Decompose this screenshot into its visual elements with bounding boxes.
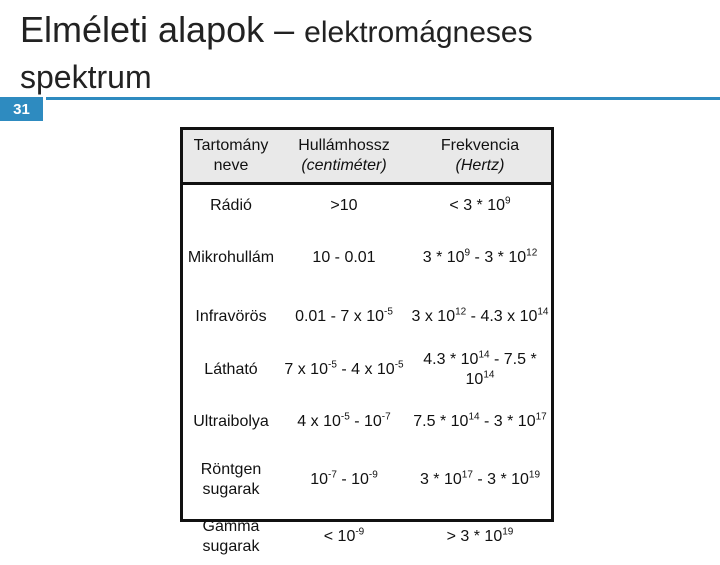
slide-title <box>20 8 710 99</box>
table-row <box>183 510 551 565</box>
header-range-name: Tartomány neve <box>183 130 279 184</box>
wavelength-cell: 7 x $10^{-5} - 4$ x $10^{-5}$ <box>284 359 404 378</box>
wavelength-cell: < $10^{-9}$ <box>323 526 365 545</box>
frequency-cell: $7.5 * 10^{14} - 3 * 10^{17}$ <box>413 411 547 430</box>
frequency-cell: 3 x $10^{12} - 4.3$ x $10^{14}$ <box>411 306 549 325</box>
table-row <box>183 394 551 450</box>
frequency-cell: $3 * 10^9 - 3 * 10^{12}$ <box>422 247 538 266</box>
frequency-cell: $4.3 * 10^{14} - 7.5 * 10^{14}$ <box>423 349 537 388</box>
wavelength-cell: 0.01 - 7 x $10^{-5}$ <box>295 306 393 325</box>
frequency-cell: > $3 * 10^{19}$ <box>446 526 514 545</box>
title-part1: Elméleti alapok – <box>20 9 305 50</box>
header-frequency: Frekvencia (Hertz) <box>409 130 551 184</box>
range-name-cell: Látható <box>204 360 258 378</box>
wavelength-cell: >10 <box>330 197 358 215</box>
table-header-row <box>183 130 551 184</box>
frequency-cell: $3 * 10^{17} - 3 * 10^{19}$ <box>419 469 541 488</box>
range-name-cell: Ultraibolya <box>193 412 269 430</box>
range-name-cell: Rádió <box>210 197 252 215</box>
range-name-cell: Röntgen sugarak <box>200 460 262 498</box>
wavelength-cell: 4 x $10^{-5} - 10^{-7}$ <box>297 411 391 430</box>
title-line2: spektrum <box>20 59 152 95</box>
header-wavelength: Hullámhossz (centiméter) <box>279 130 409 184</box>
range-name-cell: Mikrohullám <box>187 248 275 266</box>
table-row <box>183 346 551 394</box>
range-name-cell: Infravörös <box>195 307 267 325</box>
frequency-cell: < $3 * 10^9$ <box>449 195 511 215</box>
title-part2: elektromágneses <box>304 16 533 49</box>
table-row <box>183 450 551 510</box>
wavelength-cell: $10^{-7} - 10^{-9}$ <box>310 469 378 488</box>
accent-line <box>46 97 720 121</box>
table-row <box>183 228 551 288</box>
range-name-cell: Gamma sugarak <box>202 518 260 555</box>
page-number: 31 <box>0 97 43 121</box>
table-row <box>183 184 551 228</box>
spectrum-table <box>180 127 554 555</box>
wavelength-cell: 10 - 0.01 <box>312 248 376 266</box>
slide-number-bar <box>0 97 720 121</box>
table-row <box>183 288 551 346</box>
